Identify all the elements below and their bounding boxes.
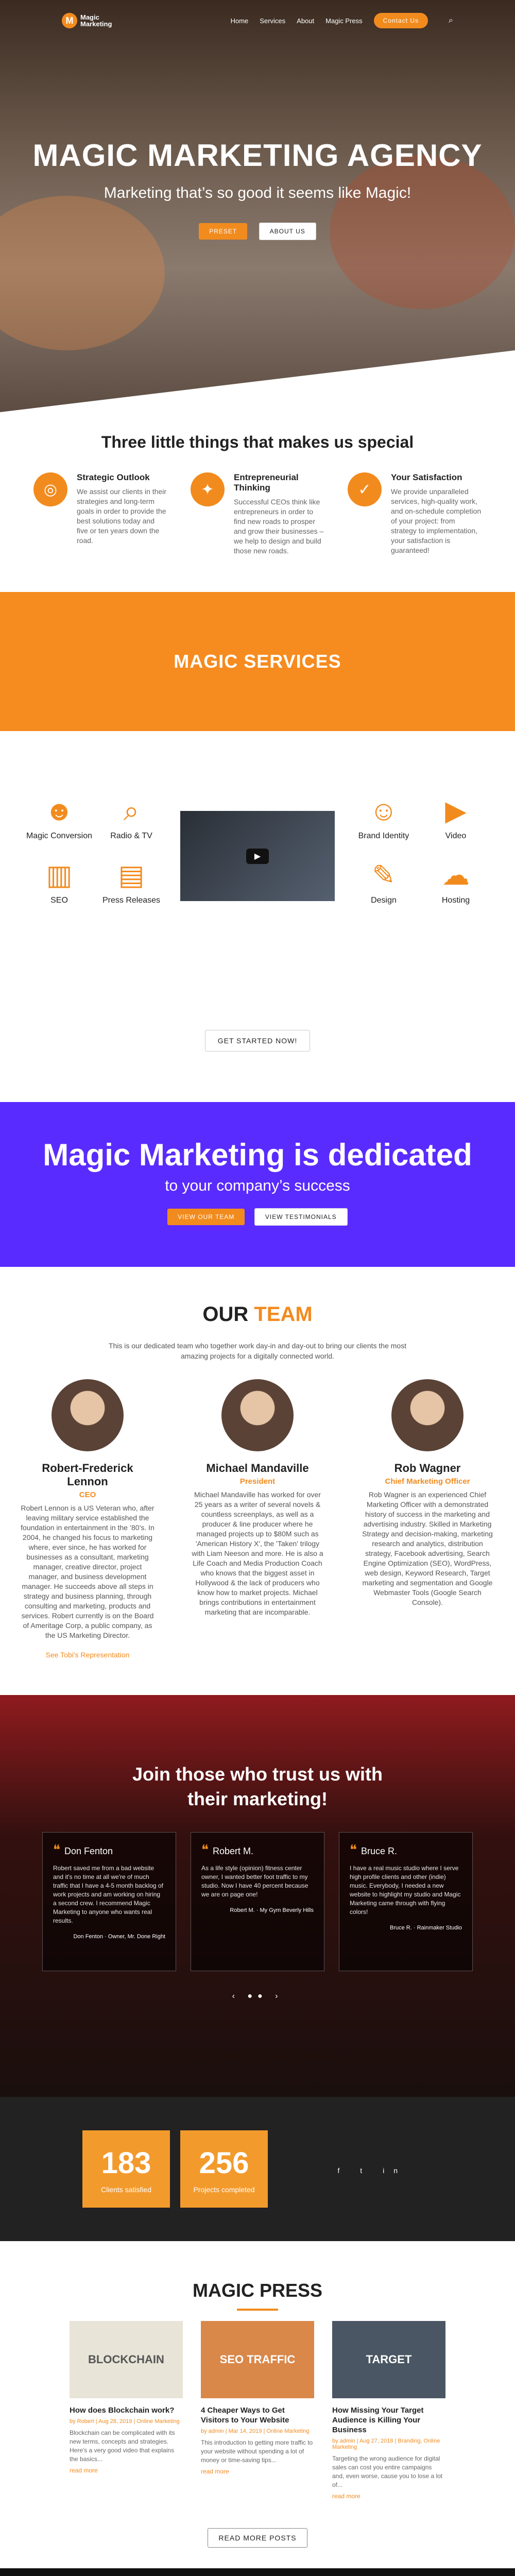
post-excerpt: Targeting the wrong audience for digital sales can cost you entire campaigns and, even worse, cause you to lose a lot of...	[332, 2455, 443, 2488]
quote-icon: ❝	[53, 1842, 60, 1857]
member-role: CEO	[79, 1490, 96, 1499]
service-magic-conversion[interactable]	[21, 795, 98, 841]
stat-label: Projects completed	[193, 2185, 255, 2194]
avatar	[221, 1379, 294, 1451]
post-meta: by admin | Mar 14, 2019 | Online Marketing	[201, 2428, 310, 2434]
video-icon: ▶	[445, 795, 467, 826]
blog-post[interactable]	[201, 2321, 314, 2500]
team-member	[360, 1379, 494, 1659]
testimonial-signature: Don Fenton · Owner, Mr. Done Right	[73, 1934, 165, 1940]
service-video[interactable]	[417, 795, 494, 841]
search-icon[interactable]: ⌕	[449, 16, 453, 25]
team-section	[0, 1267, 515, 1695]
service-label: Brand Identity	[358, 832, 409, 840]
service-hosting[interactable]	[417, 860, 494, 905]
newspaper-icon: ▤	[118, 860, 145, 891]
service-radio-tv[interactable]	[93, 795, 170, 841]
member-link[interactable]: See Tobi's Representation	[45, 1651, 130, 1659]
testimonial-name: Don Fenton	[64, 1846, 113, 1856]
view-team-button[interactable]: VIEW OUR TEAM	[167, 1209, 245, 1225]
services-section	[0, 731, 515, 1102]
lightbulb-icon: ✦	[191, 472, 225, 506]
features-heading: Three little things that makes us special	[101, 433, 414, 451]
header	[0, 0, 515, 41]
quote-icon: ❝	[201, 1842, 209, 1857]
blog-post[interactable]	[70, 2321, 183, 2500]
stat-number: 256	[199, 2146, 249, 2180]
press-section	[0, 2241, 515, 2568]
chart-icon: ▥	[46, 860, 73, 891]
post-title[interactable]: 4 Cheaper Ways to Get Visitors to Your Website	[201, 2406, 289, 2425]
testimonial-name: Robert M.	[213, 1846, 254, 1856]
hero-title: MAGIC MARKETING AGENCY	[32, 138, 483, 173]
dedicated-subtitle: to your company’s success	[165, 1177, 350, 1194]
service-design[interactable]	[345, 860, 422, 905]
video-player[interactable]	[180, 811, 335, 901]
feature-title: Your Satisfaction	[391, 472, 462, 482]
dedicated-title: Magic Marketing is dedicated	[43, 1138, 472, 1172]
testimonial-signature: Robert M. · My Gym Beverly Hills	[230, 1907, 314, 1913]
member-bio: Michael Mandaville has worked for over 25 years as a writer of several novels & countless screenplays, as well as a producer & line producer where he managed projects up to $80M such as 'American History X', the 'Taken' trilogy with Liam Neeson and more. He is also a Life Coach and Media Production Coach who knows that the biggest asset in Hollywood & the lack of producers who know how to market projects. Michael brings contributions in entertainment marketing that are incomparable.	[192, 1490, 323, 1616]
press-heading: MAGIC PRESS	[192, 2280, 323, 2301]
team-member	[191, 1379, 324, 1659]
services-band: MAGIC SERVICES	[0, 592, 515, 731]
post-meta: by admin | Aug 27, 2018 | Branding, Online Marketing	[332, 2438, 440, 2450]
member-name: Rob Wagner	[394, 1462, 461, 1475]
service-label: Design	[371, 896, 397, 905]
testimonial-text: I have a real music studio where I serve high profile clients and other (indie) music. Everybody, I needed a new website to highlight my studio and Magic Marketing came through with flying colors!	[350, 1865, 461, 1916]
nav-home[interactable]: Home	[230, 16, 249, 25]
contact-us-button[interactable]: Contact Us	[374, 13, 428, 28]
post-image[interactable]: SEO TRAFFIC	[201, 2321, 314, 2398]
feature-text: We assist our clients in their strategies and long-term goals in order to provide the best solutions today and five or ten years down the road.	[77, 487, 167, 545]
testimonial-signature: Bruce R. · Rainmaker Studio	[390, 1925, 462, 1931]
feature-card	[191, 472, 324, 556]
dedicated-section	[0, 1102, 515, 1267]
feature-card	[33, 472, 167, 556]
read-more-link[interactable]: read more	[70, 2467, 98, 2474]
logo-icon: M	[62, 13, 77, 28]
search-icon: ⌕	[123, 795, 140, 826]
social-icons[interactable]: f t in	[337, 2166, 407, 2175]
contact-band	[0, 2568, 515, 2576]
post-title[interactable]: How does Blockchain work?	[70, 2406, 175, 2415]
service-label: SEO	[50, 896, 68, 905]
post-excerpt: Blockchain can be complicated with its new terms, concepts and strategies. Here's a very good video that explains the basics...	[70, 2429, 175, 2463]
logo-text: Magic	[80, 13, 99, 21]
member-role: President	[239, 1477, 276, 1486]
read-more-posts-button[interactable]: READ MORE POSTS	[208, 2528, 307, 2548]
post-meta: by Robert | Aug 28, 2019 | Online Marketing	[70, 2418, 180, 2425]
divider	[237, 2309, 278, 2311]
service-label: Press Releases	[102, 896, 161, 905]
stats-section	[0, 2097, 515, 2241]
hero-subtitle: Marketing that’s so good it seems like Magic!	[104, 184, 411, 201]
nav-magic-press[interactable]: Magic Press	[325, 16, 363, 25]
nav-about[interactable]: About	[297, 16, 315, 25]
member-bio: Rob Wagner is an experienced Chief Marketing Officer with a demonstrated history of success in the marketing and advertising industry. Skilled in Marketing Strategy and decision-making, marketing research and analytics, distribution strategy, Facebook advertising, Search Engine Optimization (SEO), WordPress, web design, Keyword Research, Target marketing and segmentation and Google Webmaster Tools (Google Search Console).	[362, 1490, 493, 1606]
testimonial-text: Robert saved me from a bad website and it's no time at all we're of much traffic that I have a 4-5 month backlog of work projects and am working on hiring a second crew. I recommend Magic Marketing to anyone who wants real results.	[53, 1865, 163, 1924]
team-member	[21, 1379, 154, 1659]
member-role: Chief Marketing Officer	[385, 1477, 470, 1486]
feature-title: Entrepreneurial Thinking	[234, 472, 299, 493]
testimonial-text: As a life style (opinion) fitness center owner, I wanted better foot traffic to my studio. Now I have 40 percent because we are on page one!	[201, 1865, 308, 1898]
testimonial-card	[42, 1832, 176, 1971]
read-more-link[interactable]: read more	[332, 2493, 360, 2500]
member-bio: Robert Lennon is a US Veteran who, after leaving military service established the foundation in entertainment in the ’80’s. In 2004, he changed his focus to marketing where, ever since, he has worked for businesses as a consultant, marketing manager, creative director, project manager, and business development manager. He succeeds above all steps in strategy and business planning, through consulting and marketing, products and services. Robert currently is on the Board of Ameritage Corp, a public company, as the US Marketing Director.	[21, 1504, 154, 1639]
quote-icon: ❝	[350, 1842, 357, 1857]
play-icon[interactable]: ▶	[246, 849, 269, 864]
user-icon: ☺	[369, 795, 398, 826]
logo-text: Marketing	[80, 20, 112, 28]
member-name: Michael Mandaville	[206, 1462, 309, 1475]
stat-box	[180, 2130, 268, 2208]
post-title[interactable]: How Missing Your Target Audience is Killing Your Business	[332, 2406, 424, 2434]
get-started-button[interactable]: GET STARTED NOW!	[205, 1030, 310, 1052]
hero-primary-button[interactable]: PRESET	[199, 223, 247, 240]
main-nav	[231, 13, 453, 28]
post-image[interactable]: TARGET	[332, 2321, 445, 2398]
feature-title: Strategic Outlook	[77, 472, 150, 482]
stat-box	[82, 2130, 170, 2208]
view-testimonials-button[interactable]: VIEW TESTIMONIALS	[254, 1208, 348, 1226]
cloud-icon: ☁	[442, 860, 470, 891]
carousel-nav[interactable]: ‹ ●● ›	[232, 1992, 283, 2001]
nav-services[interactable]: Services	[260, 16, 286, 25]
pen-icon: ✎	[372, 860, 396, 891]
testimonial-card	[191, 1832, 324, 1971]
stat-number: 183	[101, 2146, 151, 2180]
target-icon: ◎	[33, 472, 67, 506]
service-label: Hosting	[441, 896, 470, 905]
testimonials-heading: Join those who trust us with their marketing!	[132, 1764, 383, 1809]
service-brand-identity[interactable]	[345, 795, 422, 841]
team-intro: This is our dedicated team who together work day-in and day-out to bring our clients the most amazing projects for a digitally connected world.	[108, 1342, 407, 1360]
features-section	[0, 412, 515, 592]
logo[interactable]	[62, 13, 112, 28]
service-label: Radio & TV	[110, 832, 152, 840]
stat-label: Clients satisfied	[100, 2185, 152, 2194]
post-image[interactable]: BLOCKCHAIN	[70, 2321, 183, 2398]
hero	[0, 0, 515, 412]
people-icon: ☻	[44, 795, 74, 826]
service-label: Video	[445, 832, 467, 840]
service-seo[interactable]	[21, 860, 98, 905]
service-press-releases[interactable]	[93, 860, 170, 905]
handshake-icon: ✓	[348, 472, 382, 506]
testimonial-name: Bruce R.	[361, 1846, 398, 1856]
feature-card	[348, 472, 482, 556]
blog-post[interactable]	[332, 2321, 445, 2500]
service-label: Magic Conversion	[26, 832, 93, 840]
member-name: Robert-Frederick Lennon	[42, 1462, 133, 1488]
avatar	[391, 1379, 464, 1451]
read-more-link[interactable]: read more	[201, 2468, 229, 2475]
about-us-button[interactable]: ABOUT US	[259, 223, 316, 240]
team-heading: OUR TEAM	[202, 1303, 313, 1326]
testimonial-card	[339, 1832, 473, 1971]
feature-text: We provide unparalleled services, high-quality work, and on-schedule completion of your project: from strategy to implementation, your satisfaction is guaranteed!	[391, 487, 482, 554]
avatar	[52, 1379, 124, 1451]
post-excerpt: This introduction to getting more traffic to your website without spending a lot of money or time-saving tips...	[201, 2439, 313, 2464]
feature-text: Successful CEOs think like entrepreneurs in order to find new roads to prosper and grow their businesses – we help to design and build those new roads.	[234, 498, 324, 555]
testimonials-section	[0, 1695, 515, 2097]
